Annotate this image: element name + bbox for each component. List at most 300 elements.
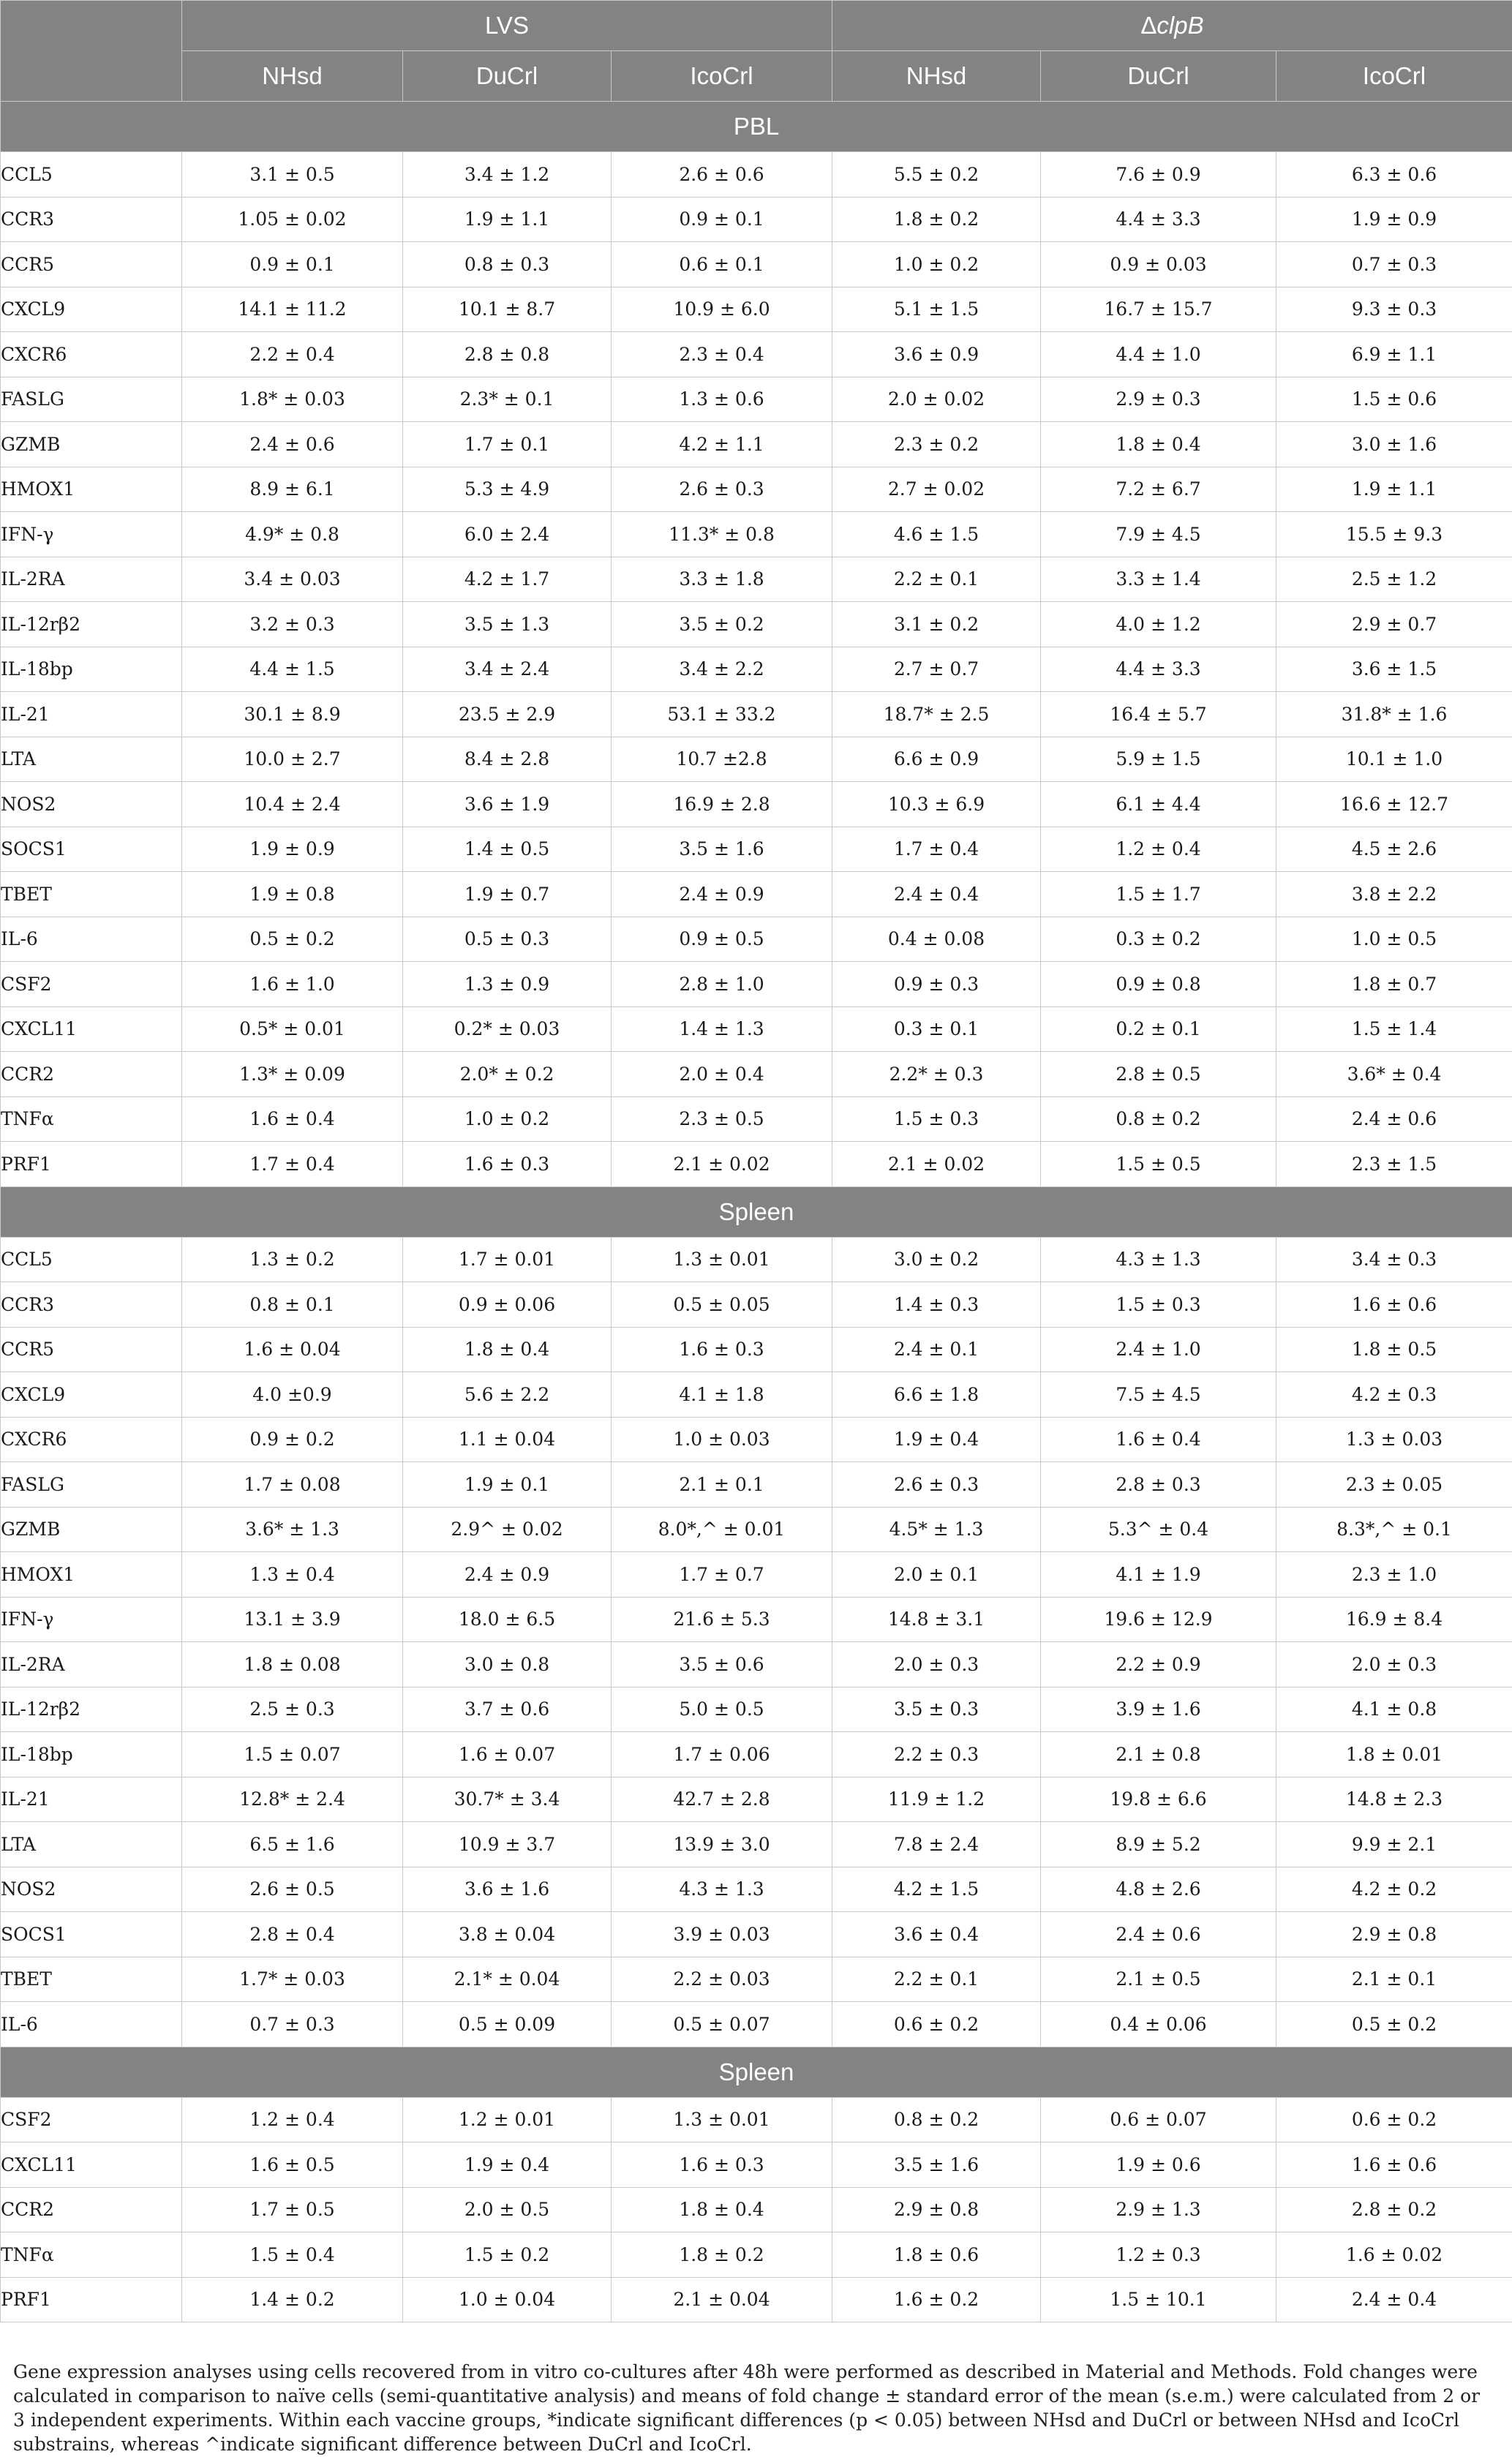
value-cell: 6.9 ± 1.1 [1276,332,1512,377]
value-cell: 1.8 ± 0.4 [1041,422,1276,467]
value-cell: 2.4 ± 0.9 [612,872,832,917]
value-cell: 1.8* ± 0.03 [182,377,403,422]
table-row [1,512,1512,557]
value-cell: 3.6 ± 0.4 [832,1912,1041,1957]
value-cell: 0.5 ± 0.2 [1276,2002,1512,2047]
gene-name-cell: FASLG [1,377,182,422]
value-cell: 3.5 ± 0.6 [612,1642,832,1687]
value-cell: 21.6 ± 5.3 [612,1597,832,1642]
value-cell: 1.6 ± 0.07 [403,1732,612,1777]
value-cell: 4.2 ± 0.3 [1276,1372,1512,1418]
value-cell: 3.2 ± 0.3 [182,602,403,647]
value-cell: 2.3 ± 0.05 [1276,1462,1512,1508]
value-cell: 3.7 ± 0.6 [403,1687,612,1732]
value-cell: 3.0 ± 0.8 [403,1642,612,1687]
gene-name-cell: IL-2RA [1,1642,182,1687]
value-cell: 3.0 ± 1.6 [1276,422,1512,467]
value-cell: 0.9 ± 0.06 [403,1282,612,1328]
value-cell: 2.3 ± 1.0 [1276,1552,1512,1598]
value-cell: 10.7 ±2.8 [612,737,832,782]
value-cell: 2.9 ± 0.7 [1276,602,1512,647]
value-cell: 1.0 ± 0.5 [1276,917,1512,962]
value-cell: 0.6 ± 0.2 [832,2002,1041,2047]
value-cell: 2.2 ± 0.4 [182,332,403,377]
value-cell: 2.9 ± 0.8 [832,2187,1041,2232]
value-cell: 2.2 ± 0.3 [832,1732,1041,1777]
value-cell: 30.1 ± 8.9 [182,692,403,737]
clpb-gene-name: clpB [1156,12,1204,39]
value-cell: 7.9 ± 4.5 [1041,512,1276,557]
value-cell: 0.8 ± 0.2 [832,2097,1041,2142]
gene-name-cell: CCR3 [1,1282,182,1328]
table-row [1,152,1512,197]
table-row [1,557,1512,602]
value-cell: 2.0 ± 0.1 [832,1552,1041,1598]
value-cell: 4.5* ± 1.3 [832,1507,1041,1552]
value-cell: 0.9 ± 0.1 [612,197,832,242]
gene-name-cell: SOCS1 [1,1912,182,1957]
table-row [1,1372,1512,1418]
gene-name-cell: CCR3 [1,197,182,242]
value-cell: 0.9 ± 0.2 [182,1417,403,1462]
value-cell: 2.6 ± 0.5 [182,1867,403,1912]
value-cell: 3.6* ± 1.3 [182,1507,403,1552]
value-cell: 12.8* ± 2.4 [182,1777,403,1822]
value-cell: 1.7 ± 0.06 [612,1732,832,1777]
value-cell: 2.9^ ± 0.02 [403,1507,612,1552]
value-cell: 6.3 ± 0.6 [1276,152,1512,197]
value-cell: 1.9 ± 0.8 [182,872,403,917]
value-cell: 1.0 ± 0.03 [612,1417,832,1462]
value-cell: 9.9 ± 2.1 [1276,1822,1512,1867]
value-cell: 0.9 ± 0.5 [612,917,832,962]
table-row [1,647,1512,692]
table-row [1,692,1512,737]
value-cell: 4.0 ±0.9 [182,1372,403,1418]
header-corner-cell [1,1,182,102]
table-row [1,602,1512,647]
value-cell: 2.4 ± 0.4 [1276,2277,1512,2322]
value-cell: 1.05 ± 0.02 [182,197,403,242]
value-cell: 4.4 ± 1.0 [1041,332,1276,377]
value-cell: 4.2 ± 1.7 [403,557,612,602]
value-cell: 0.5 ± 0.2 [182,917,403,962]
gene-name-cell: HMOX1 [1,467,182,512]
column-header: NHsd [182,51,403,102]
value-cell: 0.9 ± 0.3 [832,962,1041,1007]
value-cell: 1.3 ± 0.9 [403,962,612,1007]
value-cell: 1.3 ± 0.03 [1276,1417,1512,1462]
value-cell: 0.4 ± 0.08 [832,917,1041,962]
gene-name-cell: LTA [1,1822,182,1867]
gene-name-cell: IL-18bp [1,1732,182,1777]
table-row [1,287,1512,332]
group-header-row [1,1,1512,51]
value-cell: 4.4 ± 3.3 [1041,197,1276,242]
gene-name-cell: GZMB [1,422,182,467]
value-cell: 2.1 ± 0.1 [612,1462,832,1508]
table-row [1,1507,1512,1552]
value-cell: 1.6 ± 1.0 [182,962,403,1007]
gene-name-cell: CXCR6 [1,1417,182,1462]
value-cell: 1.8 ± 0.08 [182,1642,403,1687]
value-cell: 1.7 ± 0.5 [182,2187,403,2232]
value-cell: 3.5 ± 1.3 [403,602,612,647]
value-cell: 2.7 ± 0.7 [832,647,1041,692]
value-cell: 2.4 ± 0.6 [182,422,403,467]
value-cell: 1.8 ± 0.4 [612,2187,832,2232]
table-row [1,1417,1512,1462]
table-row [1,737,1512,782]
value-cell: 1.3 ± 0.2 [182,1237,403,1282]
value-cell: 10.1 ± 1.0 [1276,737,1512,782]
value-cell: 10.4 ± 2.4 [182,782,403,827]
value-cell: 1.8 ± 0.5 [1276,1327,1512,1372]
value-cell: 0.2* ± 0.03 [403,1006,612,1052]
value-cell: 7.8 ± 2.4 [832,1822,1041,1867]
value-cell: 1.7 ± 0.7 [612,1552,832,1598]
table-row [1,1822,1512,1867]
section-header-row [1,102,1512,152]
gene-name-cell: IL-6 [1,917,182,962]
table-row [1,1282,1512,1328]
value-cell: 1.9 ± 0.7 [403,872,612,917]
table-row [1,1732,1512,1777]
value-cell: 1.7* ± 0.03 [182,1957,403,2002]
value-cell: 1.3 ± 0.01 [612,2097,832,2142]
value-cell: 2.7 ± 0.02 [832,467,1041,512]
table-row [1,2277,1512,2322]
value-cell: 2.3 ± 0.2 [832,422,1041,467]
gene-name-cell: CXCL9 [1,1372,182,1418]
value-cell: 1.7 ± 0.1 [403,422,612,467]
value-cell: 1.4 ± 1.3 [612,1006,832,1052]
gene-name-cell: CCL5 [1,152,182,197]
value-cell: 6.6 ± 1.8 [832,1372,1041,1418]
value-cell: 1.2 ± 0.4 [182,2097,403,2142]
value-cell: 3.3 ± 1.4 [1041,557,1276,602]
gene-name-cell: CCR5 [1,1327,182,1372]
value-cell: 2.8 ± 0.4 [182,1912,403,1957]
value-cell: 1.5 ± 1.7 [1041,872,1276,917]
gene-name-cell: IL-2RA [1,557,182,602]
value-cell: 2.3* ± 0.1 [403,377,612,422]
section-header-row [1,1186,1512,1237]
gene-name-cell: IL-12rβ2 [1,1687,182,1732]
table-row [1,1096,1512,1142]
value-cell: 2.6 ± 0.6 [612,152,832,197]
value-cell: 10.1 ± 8.7 [403,287,612,332]
value-cell: 3.6 ± 1.6 [403,1867,612,1912]
value-cell: 2.1* ± 0.04 [403,1957,612,2002]
value-cell: 0.5 ± 0.05 [612,1282,832,1328]
value-cell: 2.1 ± 0.1 [1276,1957,1512,2002]
table-row [1,2142,1512,2188]
gene-name-cell: NOS2 [1,782,182,827]
value-cell: 1.0 ± 0.2 [403,1096,612,1142]
value-cell: 2.8 ± 0.5 [1041,1052,1276,1097]
value-cell: 2.4 ± 0.9 [403,1552,612,1598]
table-row [1,1237,1512,1282]
value-cell: 7.5 ± 4.5 [1041,1372,1276,1418]
gene-name-cell: HMOX1 [1,1552,182,1598]
value-cell: 1.9 ± 0.4 [403,2142,612,2188]
table-row [1,1867,1512,1912]
value-cell: 1.9 ± 0.6 [1041,2142,1276,2188]
value-cell: 5.9 ± 1.5 [1041,737,1276,782]
table-row [1,377,1512,422]
group-header-clpb [832,1,1512,51]
value-cell: 2.9 ± 0.8 [1276,1912,1512,1957]
table-row [1,2097,1512,2142]
value-cell: 8.3*,^ ± 0.1 [1276,1507,1512,1552]
value-cell: 1.3* ± 0.09 [182,1052,403,1097]
table-row [1,1687,1512,1732]
gene-name-cell: CXCL11 [1,1006,182,1052]
value-cell: 5.5 ± 0.2 [832,152,1041,197]
table-row [1,1552,1512,1598]
value-cell: 0.8 ± 0.2 [1041,1096,1276,1142]
value-cell: 16.9 ± 8.4 [1276,1597,1512,1642]
value-cell: 10.9 ± 6.0 [612,287,832,332]
value-cell: 1.9 ± 1.1 [403,197,612,242]
gene-name-cell: CXCL9 [1,287,182,332]
value-cell: 30.7* ± 3.4 [403,1777,612,1822]
value-cell: 2.1 ± 0.02 [832,1142,1041,1187]
value-cell: 16.4 ± 5.7 [1041,692,1276,737]
value-cell: 3.9 ± 1.6 [1041,1687,1276,1732]
value-cell: 14.1 ± 11.2 [182,287,403,332]
value-cell: 19.6 ± 12.9 [1041,1597,1276,1642]
value-cell: 42.7 ± 2.8 [612,1777,832,1822]
gene-name-cell: TBET [1,872,182,917]
value-cell: 8.9 ± 6.1 [182,467,403,512]
value-cell: 1.5 ± 0.3 [1041,1282,1276,1328]
value-cell: 1.8 ± 0.01 [1276,1732,1512,1777]
table-row [1,2002,1512,2047]
value-cell: 3.8 ± 0.04 [403,1912,612,1957]
value-cell: 1.6 ± 0.6 [1276,2142,1512,2188]
value-cell: 0.6 ± 0.2 [1276,2097,1512,2142]
value-cell: 2.6 ± 0.3 [612,467,832,512]
value-cell: 6.6 ± 0.9 [832,737,1041,782]
value-cell: 2.9 ± 1.3 [1041,2187,1276,2232]
value-cell: 2.2* ± 0.3 [832,1052,1041,1097]
table-row [1,242,1512,287]
column-header-row [1,51,1512,102]
value-cell: 1.4 ± 0.3 [832,1282,1041,1328]
value-cell: 18.7* ± 2.5 [832,692,1041,737]
table-row [1,1957,1512,2002]
value-cell: 11.9 ± 1.2 [832,1777,1041,1822]
table-row [1,782,1512,827]
value-cell: 4.1 ± 1.8 [612,1372,832,1418]
gene-name-cell: CXCR6 [1,332,182,377]
value-cell: 1.5 ± 0.3 [832,1096,1041,1142]
value-cell: 16.7 ± 15.7 [1041,287,1276,332]
value-cell: 1.7 ± 0.4 [182,1142,403,1187]
table-row [1,1327,1512,1372]
value-cell: 3.4 ± 0.3 [1276,1237,1512,1282]
gene-name-cell: CSF2 [1,2097,182,2142]
value-cell: 1.0 ± 0.04 [403,2277,612,2322]
gene-name-cell: IFN-γ [1,512,182,557]
value-cell: 8.0*,^ ± 0.01 [612,1507,832,1552]
value-cell: 2.2 ± 0.1 [832,1957,1041,2002]
gene-name-cell: TNFα [1,2232,182,2278]
value-cell: 1.6 ± 0.6 [1276,1282,1512,1328]
value-cell: 2.6 ± 0.3 [832,1462,1041,1508]
table-row [1,332,1512,377]
value-cell: 2.0* ± 0.2 [403,1052,612,1097]
table-row [1,197,1512,242]
value-cell: 15.5 ± 9.3 [1276,512,1512,557]
value-cell: 2.1 ± 0.5 [1041,1957,1276,2002]
value-cell: 10.0 ± 2.7 [182,737,403,782]
value-cell: 7.6 ± 0.9 [1041,152,1276,197]
value-cell: 0.2 ± 0.1 [1041,1006,1276,1052]
value-cell: 1.5 ± 0.5 [1041,1142,1276,1187]
value-cell: 11.3* ± 0.8 [612,512,832,557]
gene-name-cell: CCR2 [1,2187,182,2232]
value-cell: 1.8 ± 0.6 [832,2232,1041,2278]
value-cell: 2.5 ± 0.3 [182,1687,403,1732]
value-cell: 13.1 ± 3.9 [182,1597,403,1642]
value-cell: 1.6 ± 0.3 [612,1327,832,1372]
table-row [1,1777,1512,1822]
value-cell: 3.5 ± 0.2 [612,602,832,647]
table-row [1,827,1512,872]
value-cell: 4.4 ± 1.5 [182,647,403,692]
value-cell: 1.1 ± 0.04 [403,1417,612,1462]
value-cell: 2.1 ± 0.04 [612,2277,832,2322]
value-cell: 0.5 ± 0.07 [612,2002,832,2047]
value-cell: 6.0 ± 2.4 [403,512,612,557]
table-row [1,1052,1512,1097]
table-row [1,2232,1512,2278]
value-cell: 0.5 ± 0.3 [403,917,612,962]
value-cell: 0.9 ± 0.1 [182,242,403,287]
value-cell: 4.2 ± 0.2 [1276,1867,1512,1912]
value-cell: 2.2 ± 0.9 [1041,1642,1276,1687]
value-cell: 1.8 ± 0.2 [612,2232,832,2278]
value-cell: 2.9 ± 0.3 [1041,377,1276,422]
table-row [1,917,1512,962]
value-cell: 1.5 ± 0.6 [1276,377,1512,422]
value-cell: 1.7 ± 0.4 [832,827,1041,872]
value-cell: 6.1 ± 4.4 [1041,782,1276,827]
value-cell: 1.5 ± 0.4 [182,2232,403,2278]
section-title: Spleen [1,2047,1512,2097]
column-header: IcoCrl [1276,51,1512,102]
value-cell: 3.6 ± 1.9 [403,782,612,827]
value-cell: 1.2 ± 0.3 [1041,2232,1276,2278]
value-cell: 23.5 ± 2.9 [403,692,612,737]
value-cell: 1.6 ± 0.3 [612,2142,832,2188]
column-header: DuCrl [1041,51,1276,102]
value-cell: 0.5 ± 0.09 [403,2002,612,2047]
value-cell: 2.8 ± 0.8 [403,332,612,377]
value-cell: 4.4 ± 3.3 [1041,647,1276,692]
table-row [1,872,1512,917]
value-cell: 2.0 ± 0.3 [832,1642,1041,1687]
value-cell: 5.0 ± 0.5 [612,1687,832,1732]
value-cell: 6.5 ± 1.6 [182,1822,403,1867]
value-cell: 2.3 ± 0.5 [612,1096,832,1142]
value-cell: 3.6 ± 0.9 [832,332,1041,377]
value-cell: 2.0 ± 0.3 [1276,1642,1512,1687]
gene-name-cell: CCR2 [1,1052,182,1097]
value-cell: 1.5 ± 0.07 [182,1732,403,1777]
value-cell: 1.9 ± 0.4 [832,1417,1041,1462]
value-cell: 13.9 ± 3.0 [612,1822,832,1867]
value-cell: 3.6* ± 0.4 [1276,1052,1512,1097]
value-cell: 8.9 ± 5.2 [1041,1822,1276,1867]
table-row [1,1006,1512,1052]
value-cell: 1.3 ± 0.6 [612,377,832,422]
value-cell: 2.0 ± 0.02 [832,377,1041,422]
value-cell: 4.2 ± 1.5 [832,1867,1041,1912]
value-cell: 2.4 ± 0.4 [832,872,1041,917]
value-cell: 1.8 ± 0.7 [1276,962,1512,1007]
value-cell: 2.3 ± 1.5 [1276,1142,1512,1187]
gene-name-cell: IL-21 [1,1777,182,1822]
value-cell: 3.9 ± 0.03 [612,1912,832,1957]
table-row [1,1912,1512,1957]
value-cell: 2.0 ± 0.5 [403,2187,612,2232]
table-row [1,1462,1512,1508]
value-cell: 14.8 ± 2.3 [1276,1777,1512,1822]
value-cell: 3.4 ± 2.2 [612,647,832,692]
value-cell: 3.4 ± 0.03 [182,557,403,602]
value-cell: 0.5* ± 0.01 [182,1006,403,1052]
section-title: PBL [1,102,1512,152]
value-cell: 0.8 ± 0.1 [182,1282,403,1328]
value-cell: 0.7 ± 0.3 [1276,242,1512,287]
value-cell: 1.6 ± 0.4 [182,1096,403,1142]
value-cell: 1.9 ± 0.9 [1276,197,1512,242]
value-cell: 3.1 ± 0.2 [832,602,1041,647]
value-cell: 2.2 ± 0.1 [832,557,1041,602]
value-cell: 2.4 ± 1.0 [1041,1327,1276,1372]
value-cell: 3.5 ± 1.6 [832,2142,1041,2188]
gene-name-cell: GZMB [1,1507,182,1552]
value-cell: 7.2 ± 6.7 [1041,467,1276,512]
value-cell: 1.6 ± 0.02 [1276,2232,1512,2278]
value-cell: 2.4 ± 0.6 [1041,1912,1276,1957]
value-cell: 0.9 ± 0.8 [1041,962,1276,1007]
gene-name-cell: TBET [1,1957,182,2002]
value-cell: 2.4 ± 0.1 [832,1327,1041,1372]
value-cell: 1.4 ± 0.2 [182,2277,403,2322]
value-cell: 1.9 ± 1.1 [1276,467,1512,512]
value-cell: 1.9 ± 0.1 [403,1462,612,1508]
section-title: Spleen [1,1186,1512,1237]
gene-name-cell: IL-18bp [1,647,182,692]
value-cell: 0.3 ± 0.2 [1041,917,1276,962]
value-cell: 5.6 ± 2.2 [403,1372,612,1418]
value-cell: 4.5 ± 2.6 [1276,827,1512,872]
value-cell: 2.0 ± 0.4 [612,1052,832,1097]
value-cell: 53.1 ± 33.2 [612,692,832,737]
value-cell: 1.3 ± 0.01 [612,1237,832,1282]
table-footnote: Gene expression analyses using cells recovered from in vitro co-cultures after 48h were performed as described in Material and Methods. Fold changes were calculated in comparison to naïve cells (semi-quantitative analysis) and means of fold change ± standard error of the mean (s.e.m.) were calculated from 2 or 3 independent experiments. Within each vaccine groups, *indicate significant differences (p < 0.05) between NHsd and DuCrl or between NHsd and IcoCrl substrains, whereas ^indicate significant difference between DuCrl and IcoCrl. [13,2361,1481,2455]
value-cell: 4.0 ± 1.2 [1041,602,1276,647]
gene-name-cell: NOS2 [1,1867,182,1912]
value-cell: 8.4 ± 2.8 [403,737,612,782]
value-cell: 1.6 ± 0.04 [182,1327,403,1372]
table-row [1,962,1512,1007]
